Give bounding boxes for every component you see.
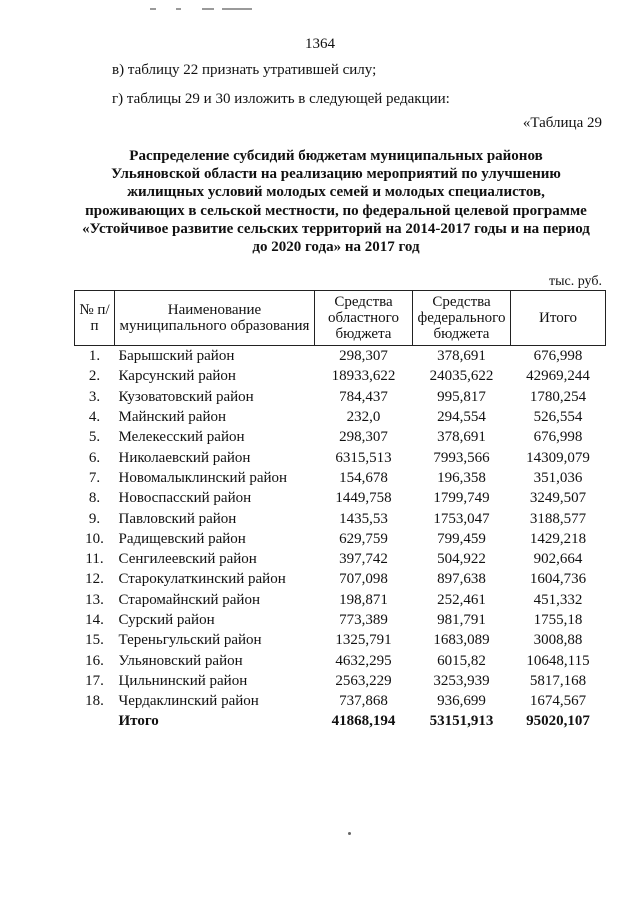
- cell-regional: 18933,622: [331, 368, 396, 385]
- cell-federal: 799,459: [437, 530, 486, 547]
- subsidy-table: [74, 290, 606, 732]
- cell-total: 526,554: [533, 409, 583, 426]
- cell-total: 1674,567: [529, 693, 587, 710]
- cell-name: Тереньгульский район: [118, 632, 262, 649]
- cell-name: Барышский район: [118, 348, 235, 365]
- cell-regional: 397,742: [339, 551, 388, 568]
- table-row: [75, 427, 606, 447]
- cell-num: 3.: [88, 388, 101, 405]
- table-row: [75, 346, 606, 367]
- cell-regional: 154,678: [339, 469, 388, 486]
- cell-name: Цильнинский район: [118, 672, 248, 689]
- title-line: проживающих в сельской местности, по федеральной целевой программе: [85, 202, 587, 219]
- table-row: [75, 590, 606, 610]
- cell-name: Чердаклинский район: [118, 693, 259, 710]
- cell-name: Новоспасский район: [118, 490, 252, 507]
- table-row: [75, 447, 606, 467]
- cell-federal: 1683,089: [433, 632, 490, 649]
- cell-total: 676,998: [533, 429, 583, 446]
- cell-federal: 995,817: [437, 388, 486, 405]
- cell-name: Старомайнский район: [118, 591, 260, 608]
- table-row: [75, 569, 606, 589]
- cell-num: 12.: [85, 571, 104, 588]
- cell-federal: 7993,566: [433, 449, 490, 466]
- cell-regional: 1449,758: [335, 490, 392, 507]
- table-row: [75, 549, 606, 569]
- table-row: [75, 508, 606, 528]
- table-row: [75, 529, 606, 549]
- total-regional: 41868,194: [331, 713, 396, 730]
- cell-federal: 897,638: [437, 571, 486, 588]
- units-label: тыс. руб.: [549, 274, 602, 289]
- cell-name: Сенгилеевский район: [118, 551, 257, 568]
- cell-regional: 232,0: [346, 409, 381, 426]
- table-row: [75, 650, 606, 670]
- header-total: Итого: [511, 291, 606, 346]
- title-line: до 2020 года» на 2017 год: [252, 239, 420, 256]
- cell-name: Старокулаткинский район: [118, 571, 286, 588]
- cell-num: 10.: [85, 530, 104, 547]
- cell-name: Майнский район: [118, 409, 227, 426]
- table-row: [75, 366, 606, 386]
- cell-total: 14309,079: [526, 449, 590, 466]
- cell-num: 9.: [88, 510, 101, 527]
- cell-total: 3249,507: [529, 490, 587, 507]
- cell-total: 1429,218: [529, 530, 587, 547]
- cell-total: 10648,115: [526, 652, 590, 669]
- cell-name: Павловский район: [118, 510, 237, 527]
- cell-federal: 378,691: [437, 429, 486, 446]
- cell-total: 42969,244: [526, 368, 590, 385]
- page-number: 1364: [305, 36, 335, 52]
- cell-federal: 1799,749: [433, 490, 490, 507]
- cell-federal: 504,922: [437, 551, 486, 568]
- table-body: [75, 346, 606, 732]
- table-row: [75, 691, 606, 711]
- total-total: 95020,107: [526, 713, 590, 730]
- cell-total: 1755,18: [533, 612, 583, 628]
- cell-num: 16.: [85, 652, 104, 669]
- cell-total: 3188,577: [529, 510, 587, 527]
- cell-regional: 298,307: [339, 429, 388, 446]
- cell-regional: 2563,229: [335, 672, 392, 689]
- cell-num: 4.: [88, 409, 101, 426]
- cell-num: 11.: [85, 551, 104, 568]
- cell-name: Ульяновский район: [118, 652, 243, 669]
- cell-federal: 252,461: [437, 591, 486, 608]
- cell-federal: 196,358: [437, 469, 486, 486]
- cell-name: Карсунский район: [118, 368, 236, 385]
- table-row: [75, 630, 606, 650]
- cell-total: 5817,168: [529, 672, 587, 689]
- table-row: [75, 407, 606, 427]
- scan-speck: [348, 832, 351, 835]
- cell-name: Сурский район: [118, 612, 215, 628]
- cell-name: Радищевский район: [118, 530, 246, 547]
- cell-regional: 198,871: [339, 591, 388, 608]
- cell-num: 6.: [88, 449, 101, 466]
- table-caption: «Таблица 29: [522, 115, 602, 131]
- cell-federal: 3253,939: [433, 672, 490, 689]
- cell-num: 14.: [85, 612, 104, 628]
- scan-artifact: [150, 6, 260, 14]
- cell-total: 1604,736: [529, 571, 587, 588]
- cell-federal: 24035,622: [429, 368, 494, 385]
- cell-regional: 629,759: [339, 530, 388, 547]
- table-row: [75, 468, 606, 488]
- document-title: [66, 147, 606, 256]
- cell-total: 1780,254: [529, 388, 587, 405]
- cell-regional: 773,389: [339, 612, 388, 628]
- cell-num: 13.: [85, 591, 104, 608]
- cell-regional: 707,098: [339, 571, 388, 588]
- title-line: «Устойчивое развитие сельских территорий на 2014-2017 годы и на период: [82, 220, 590, 237]
- cell-federal: 936,699: [437, 693, 486, 710]
- paragraph-v: в) таблицу 22 признать утратившей силу;: [112, 62, 377, 78]
- cell-total: 676,998: [533, 348, 583, 365]
- title-line: Ульяновской области на реализацию мероприятий по улучшению: [111, 166, 561, 183]
- cell-regional: 1435,53: [339, 510, 388, 527]
- paragraph-g: г) таблицы 29 и 30 изложить в следующей редакции:: [112, 91, 450, 107]
- cell-num: 8.: [88, 490, 101, 507]
- cell-federal: 1753,047: [433, 510, 490, 527]
- total-label: Итого: [118, 713, 159, 730]
- table-row: [75, 387, 606, 407]
- cell-federal: 981,791: [437, 612, 486, 628]
- cell-federal: 378,691: [437, 348, 486, 365]
- total-row: [75, 711, 606, 731]
- header-regional: Средства областного бюджета: [315, 291, 413, 346]
- cell-regional: 4632,295: [335, 652, 392, 669]
- cell-federal: 6015,82: [437, 652, 486, 669]
- cell-name: Николаевский район: [118, 449, 251, 466]
- cell-regional: 737,868: [339, 693, 388, 710]
- cell-name: Новомалыклинский район: [118, 469, 288, 486]
- title-line: Распределение субсидий бюджетам муниципальных районов: [129, 148, 543, 164]
- total-federal: 53151,913: [429, 713, 494, 730]
- cell-num: 15.: [85, 632, 104, 649]
- title-line: жилищных условий молодых семей и молодых специалистов,: [127, 184, 545, 201]
- cell-total: 351,036: [533, 469, 583, 486]
- cell-num: [75, 711, 115, 731]
- cell-num: 2.: [88, 368, 101, 385]
- header-federal: Средства федерального бюджета: [413, 291, 511, 346]
- table-row: [75, 488, 606, 508]
- table-row: [75, 671, 606, 691]
- cell-num: 18.: [85, 693, 104, 710]
- cell-regional: 1325,791: [335, 632, 392, 649]
- cell-total: 902,664: [533, 551, 583, 568]
- cell-total: 451,332: [533, 591, 583, 608]
- cell-federal: 294,554: [437, 409, 486, 426]
- cell-regional: 298,307: [339, 348, 388, 365]
- cell-num: 5.: [88, 429, 101, 446]
- cell-num: 17.: [85, 672, 104, 689]
- cell-num: 7.: [88, 469, 101, 486]
- header-name: Наименование муниципального образования: [115, 291, 315, 346]
- cell-regional: 784,437: [339, 388, 388, 405]
- cell-name: Мелекесский район: [118, 429, 245, 446]
- cell-total: 3008,88: [533, 632, 583, 649]
- table-header-row: [75, 291, 606, 346]
- cell-name: Кузоватовский район: [118, 388, 254, 405]
- cell-num: 1.: [88, 348, 101, 365]
- header-num: № п/п: [75, 291, 115, 346]
- cell-regional: 6315,513: [335, 449, 392, 466]
- table-row: [75, 610, 606, 630]
